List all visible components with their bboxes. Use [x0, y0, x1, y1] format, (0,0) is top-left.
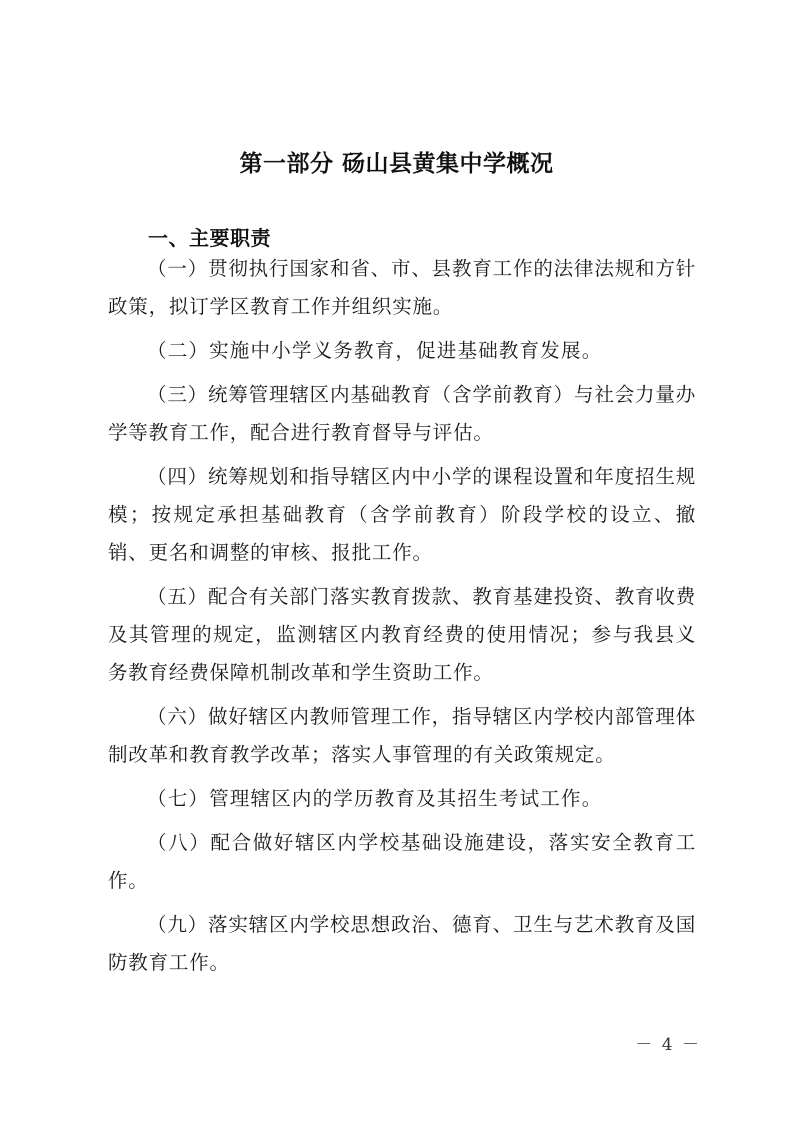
paragraph-7: （七）管理辖区内的学历教育及其招生考试工作。: [147, 787, 603, 810]
paragraph-2: （二）实施中小学义务教育，促进基础教育发展。: [147, 339, 603, 362]
paragraph-4: （四）统筹规划和指导辖区内中小学的课程设置和年度招生规模；按规定承担基础教育（含学前教育）阶段学校的设立、撤销、更名和调整的审核、报批工作。: [108, 465, 696, 564]
page-number: － 4 －: [635, 1035, 701, 1055]
section-heading: 一、主要职责: [148, 226, 271, 250]
paragraph-8: （八）配合做好辖区内学校基础设施建设，落实安全教育工作。: [108, 831, 696, 892]
page-title: 第一部分 砀山县黄集中学概况: [239, 151, 554, 177]
paragraph-6: （六）做好辖区内教师管理工作，指导辖区内学校内部管理体制改革和教育教学改革；落实人事管理的有关政策规定。: [108, 705, 696, 766]
paragraph-1: （一）贯彻执行国家和省、市、县教育工作的法律法规和方针政策，拟订学区教育工作并组织实施。: [108, 257, 696, 318]
paragraph-3: （三）统筹管理辖区内基础教育（含学前教育）与社会力量办学等教育工作，配合进行教育督导与评估。: [108, 383, 696, 444]
body-text: [108, 250, 696, 988]
paragraph-5: （五）配合有关部门落实教育拨款、教育基建投资、教育收费及其管理的规定，监测辖区内教育经费的使用情况；参与我县义务教育经费保障机制改革和学生资助工作。: [108, 585, 696, 684]
paragraph-9: （九）落实辖区内学校思想政治、德育、卫生与艺术教育及国防教育工作。: [108, 913, 696, 974]
